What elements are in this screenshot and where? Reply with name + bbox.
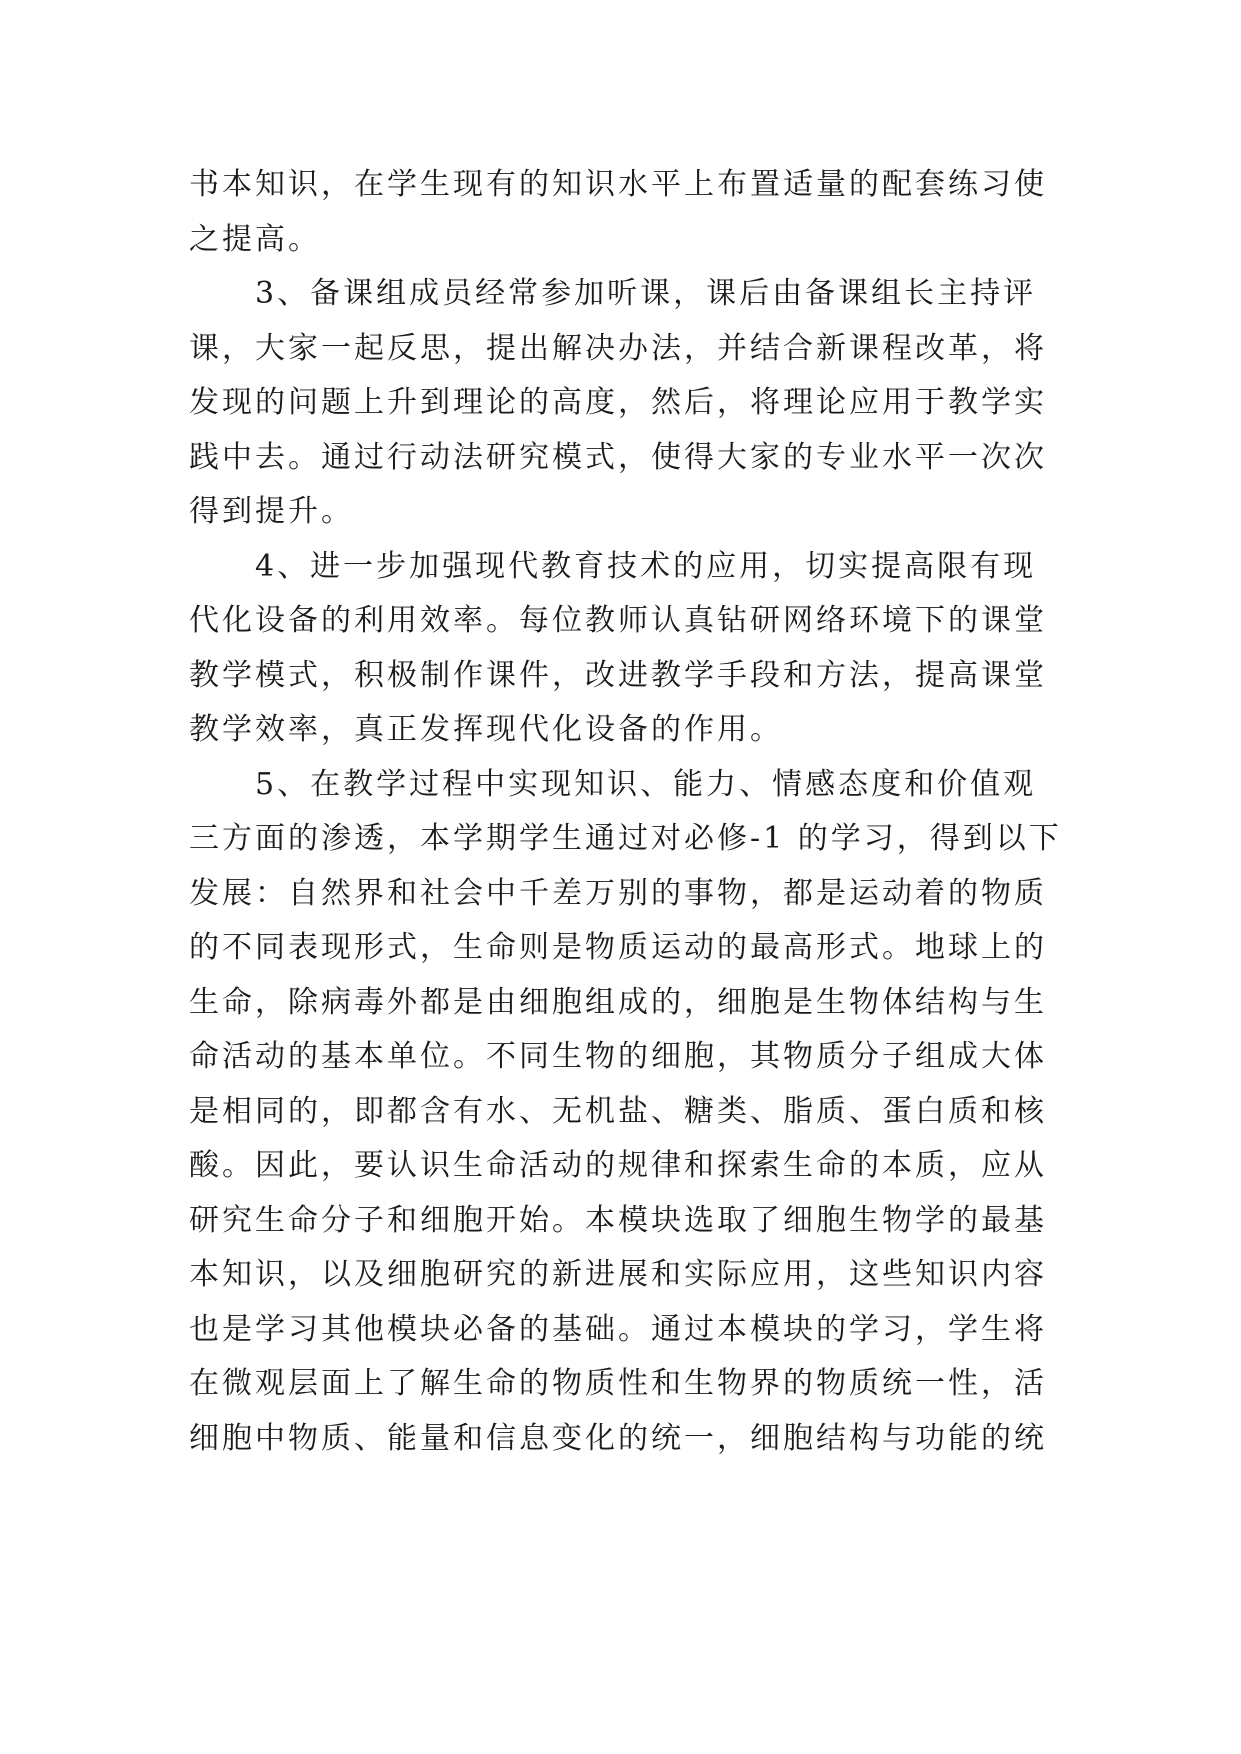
text-line-content: 3、备课组成员经常参加听课，课后由备课组长主持评: [255, 276, 1037, 311]
text-line: 本知识，以及细胞研究的新进展和实际应用，这些知识内容: [189, 1257, 1047, 1292]
text-line: 生命，除病毒外都是由细胞组成的，细胞是生物体结构与生: [189, 984, 1047, 1020]
text-line: [189, 267, 1059, 322]
text-line-content: 5、在教学过程中实现知识、能力、情感态度和价值观: [255, 766, 1037, 802]
text-line: 酸。因此，要认识生命活动的规律和探索生命的本质，应从: [189, 1148, 1047, 1183]
text-line: 发展：自然界和社会中千差万别的事物，都是运动着的物质: [189, 875, 1047, 911]
text-line: 教学模式，积极制作课件，改进教学手段和方法，提高课堂: [189, 657, 1047, 693]
text-line: 研究生命分子和细胞开始。本模块选取了细胞生物学的最基: [189, 1202, 1047, 1238]
text-line: 发现的问题上升到理论的高度，然后，将理论应用于教学实: [189, 385, 1047, 420]
text-line-content: 4、进一步加强现代教育技术的应用，切实提高限有现: [255, 548, 1037, 584]
paragraph-item-3: [189, 267, 1059, 540]
document-body: [189, 158, 1062, 1466]
text-line: 课，大家一起反思，提出解决办法，并结合新课程改革，将: [189, 330, 1047, 366]
text-line: 之提高。: [189, 221, 321, 257]
text-line: 命活动的基本单位。不同生物的细胞，其物质分子组成大体: [189, 1039, 1047, 1074]
text-line: 在微观层面上了解生命的物质性和生物界的物质统一性，活: [189, 1366, 1047, 1401]
text-line: [189, 540, 1059, 595]
text-line: 代化设备的利用效率。每位教师认真钻研网络环境下的课堂: [189, 603, 1047, 638]
text-line: 的不同表现形式，生命则是物质运动的最高形式。地球上的: [189, 930, 1047, 965]
text-line: 书本知识，在学生现有的知识水平上布置适量的配套练习使: [189, 167, 1047, 202]
text-line: 教学效率，真正发挥现代化设备的作用。: [189, 712, 783, 747]
text-line: 细胞中物质、能量和信息变化的统一，细胞结构与功能的统: [189, 1420, 1047, 1456]
text-line: [189, 758, 1059, 813]
text-line: 是相同的，即都含有水、无机盐、糖类、脂质、蛋白质和核: [189, 1093, 1047, 1129]
paragraph-item-5: [189, 758, 1062, 1467]
text-line: 也是学习其他模块必备的基础。通过本模块的学习，学生将: [189, 1311, 1047, 1347]
text-line: 践中去。通过行动法研究模式，使得大家的专业水平一次次: [189, 439, 1047, 475]
paragraph-item-4: [189, 540, 1059, 758]
text-line: 三方面的渗透，本学期学生通过对必修-1 的学习，得到以下: [189, 821, 1062, 856]
paragraph-continuation: [189, 158, 1059, 267]
text-line: 得到提升。: [189, 494, 354, 529]
